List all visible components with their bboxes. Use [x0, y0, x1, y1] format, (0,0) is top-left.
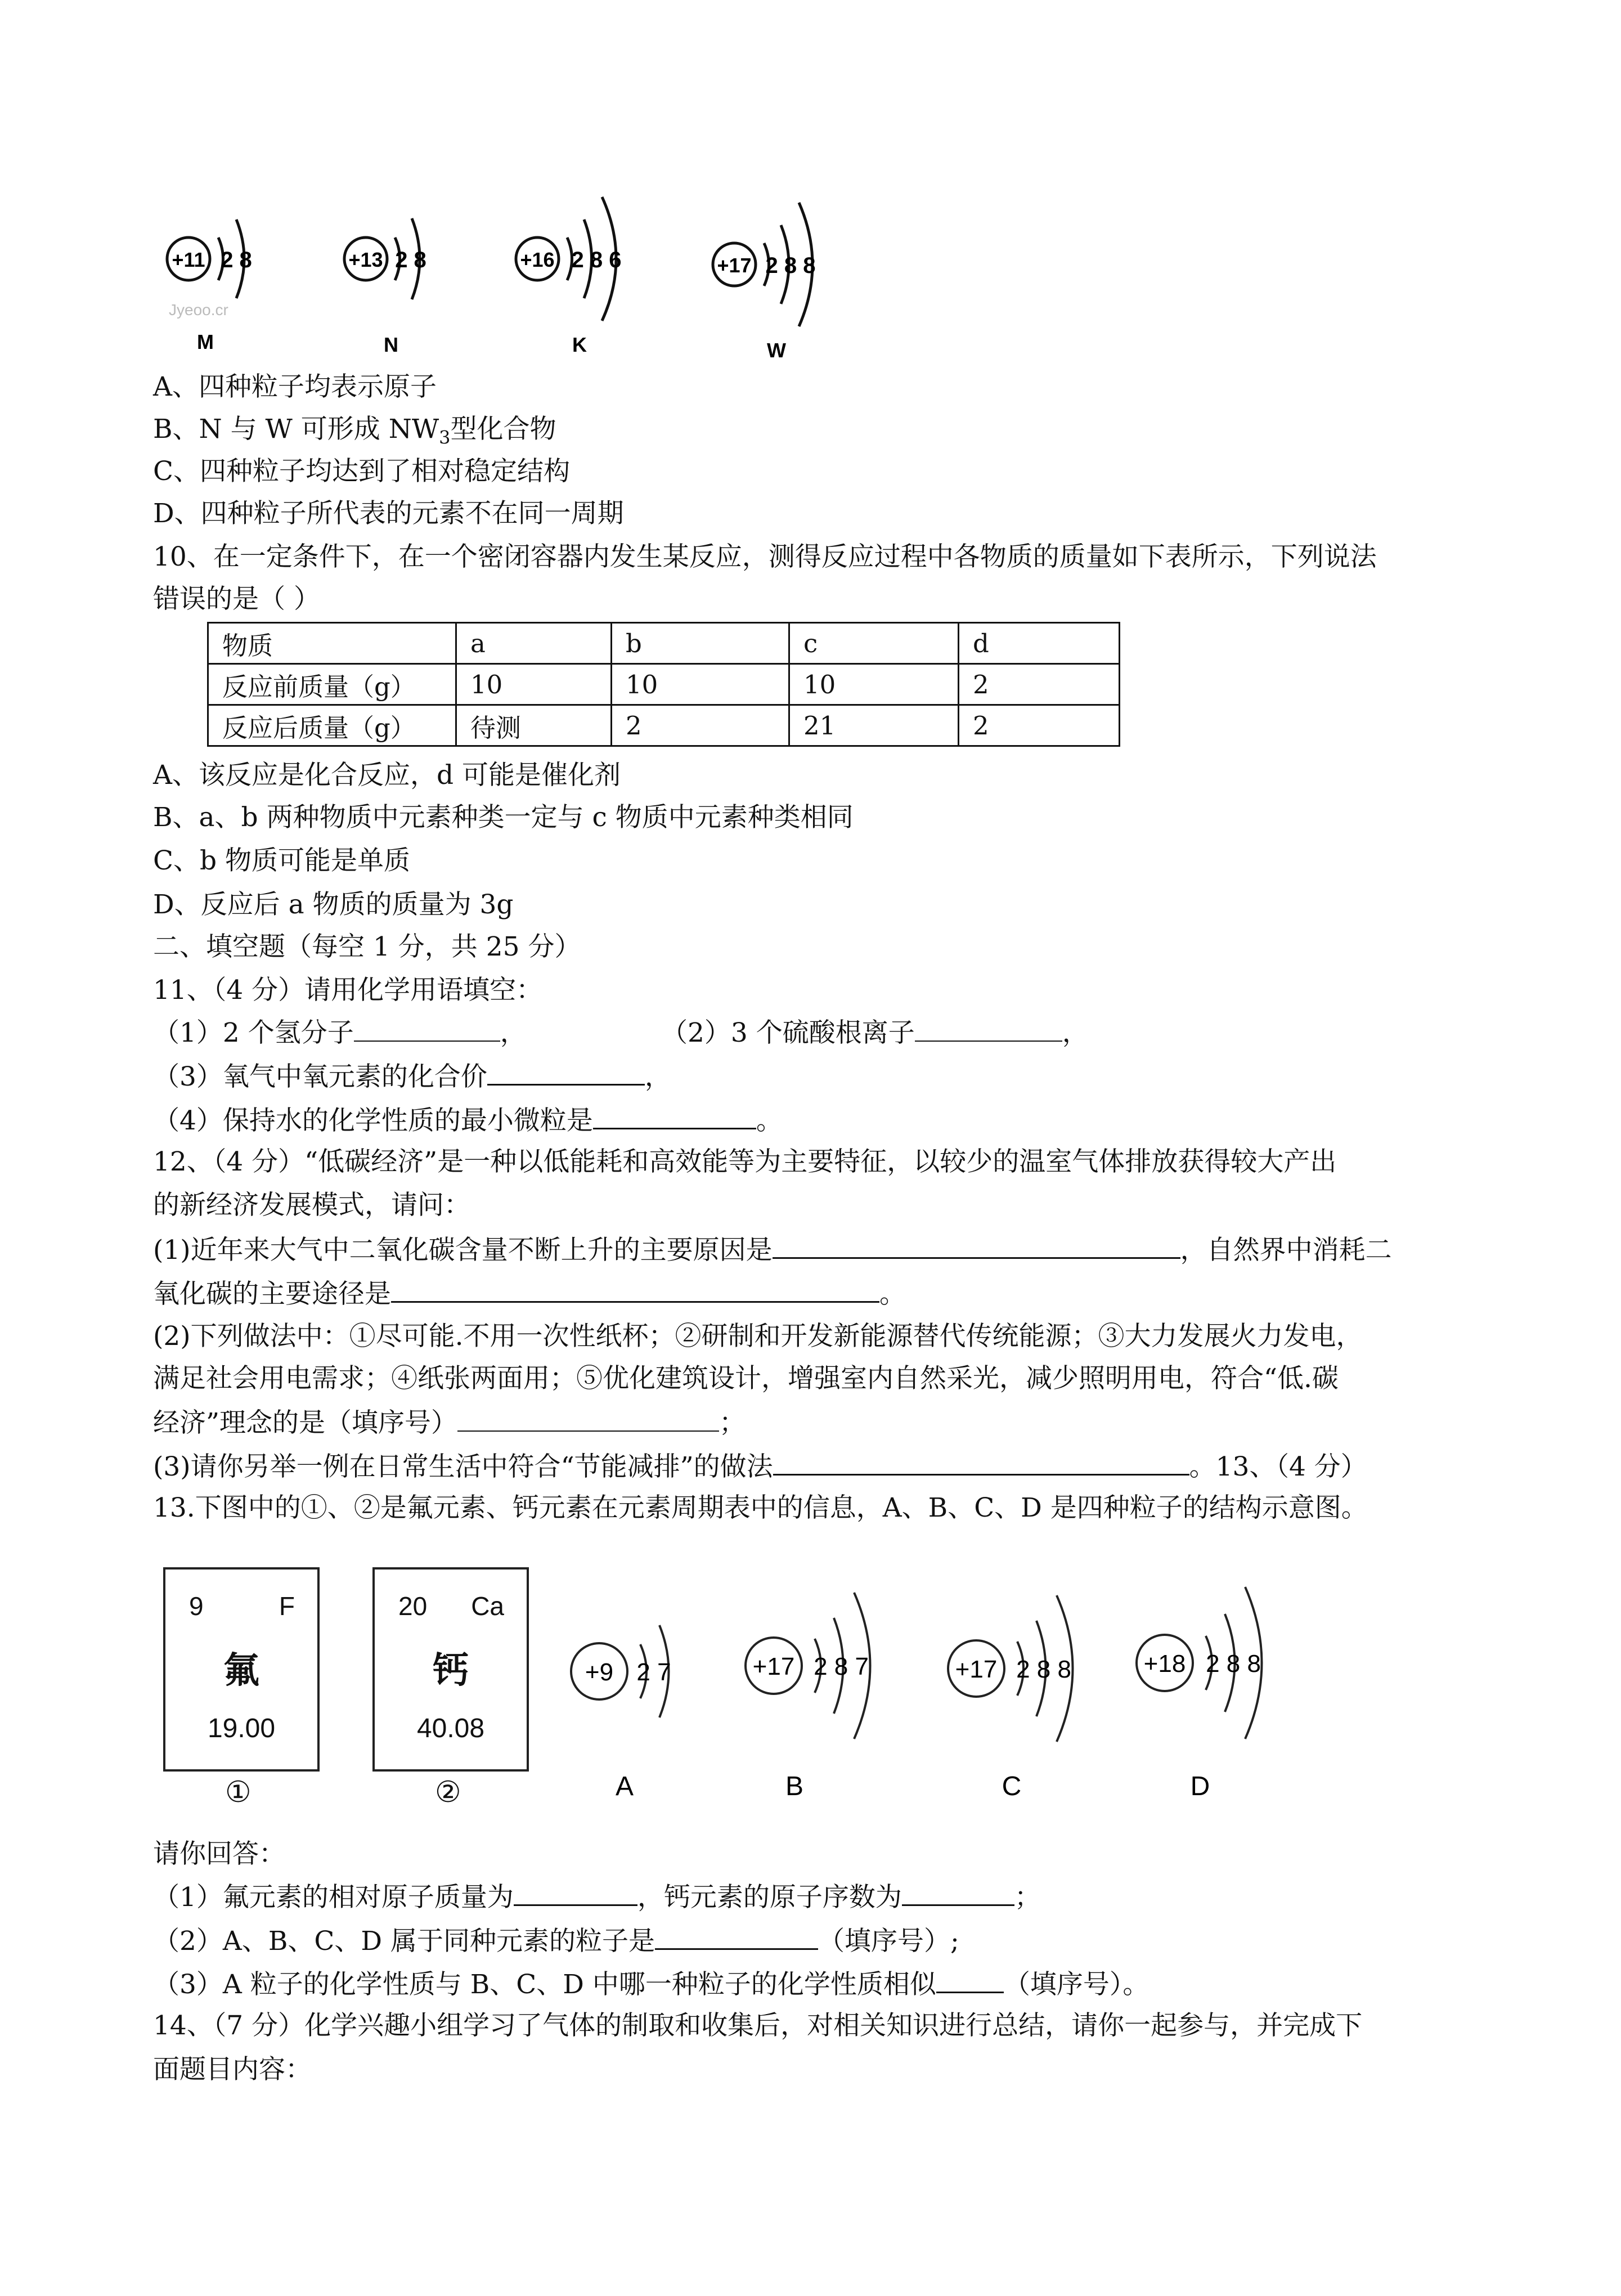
q12-line3-text: (1)近年来大气中二氧化碳含量不断上升的主要原因是: [153, 1235, 773, 1266]
table-cell: 2: [612, 705, 789, 746]
q11-part1-text: （1）2 个氢分子: [153, 1017, 354, 1048]
answer-blank[interactable]: [593, 1103, 756, 1129]
q12-line8-tail: 。13、（4 分）: [1189, 1451, 1367, 1482]
q10-stem-line2: 错误的是（ ）: [153, 584, 320, 615]
atom-w-nucleus: +17: [717, 254, 752, 277]
atomic-mass: 40.08: [416, 1714, 485, 1743]
q12-line3: [153, 1232, 1392, 1267]
table-cell: 10: [612, 664, 789, 705]
atom-b-label: B: [785, 1772, 804, 1801]
atom-c-nucleus: +17: [955, 1656, 998, 1683]
q11-part4-text: （4）保持水的化学性质的最小微粒是: [153, 1105, 593, 1136]
q13-part3: [153, 1967, 1149, 2002]
answer-blank[interactable]: [487, 1059, 645, 1086]
table-cell: 反应后质量（g）: [208, 705, 456, 746]
q11-stem: 11、（4 分）请用化学用语填空：: [153, 975, 543, 1006]
periodic-card-fluorine: [163, 1567, 320, 1772]
q9-option-d: D、四种粒子所代表的元素不在同一周期: [153, 498, 624, 529]
q12-line4: [153, 1276, 906, 1311]
q9-option-b-tail: 型化合物: [450, 414, 556, 445]
q12-line2: 的新经济发展模式，请问：: [153, 1190, 470, 1221]
element-name: 钙: [433, 1650, 469, 1692]
q13-part1-tail: ；: [1014, 1882, 1041, 1913]
punctuation: ，: [644, 1061, 671, 1092]
table-cell: c: [789, 623, 959, 664]
atom-n-nucleus: +13: [348, 248, 383, 271]
answer-blank[interactable]: [773, 1232, 1180, 1259]
atom-diagram-m: [167, 219, 252, 353]
q12-line8: [153, 1449, 1367, 1484]
punctuation: 。: [756, 1105, 783, 1136]
atom-diagram-n: [344, 218, 426, 356]
q13-part2: [153, 1923, 959, 1958]
atom-w-shells: 2 8 8: [765, 253, 816, 278]
q10-option-d: D、反应后 a 物质的质量为 3g: [153, 889, 514, 920]
atom-diagram-k: [516, 197, 621, 356]
answer-blank[interactable]: [391, 1276, 879, 1303]
table-cell: a: [456, 623, 612, 664]
atom-k-label: K: [572, 333, 587, 356]
table-row: [208, 623, 1120, 664]
q12-line4-tail: 。: [879, 1279, 906, 1310]
q13-part1: [153, 1880, 1041, 1914]
atom-n-shells: 2 8: [395, 248, 426, 272]
answer-blank[interactable]: [457, 1406, 719, 1432]
punctuation: ，: [500, 1017, 527, 1048]
answer-blank[interactable]: [902, 1880, 1014, 1906]
atomic-number: 9: [189, 1591, 204, 1621]
atom-w-label: W: [767, 339, 786, 362]
q12-line5: (2)下列做法中：①尽可能.不用一次性纸杯；②研制和开发新能源替代传统能源；③大力发展火力发电，: [153, 1321, 1363, 1352]
table-row: [208, 705, 1120, 746]
watermark-text: Jyeoo.cr: [169, 301, 228, 319]
answer-blank[interactable]: [655, 1923, 818, 1950]
table-cell: d: [959, 623, 1120, 664]
atom-a-shells: 2 7: [636, 1658, 671, 1686]
atom-n-label: N: [384, 333, 398, 356]
q14-line2: 面题目内容：: [153, 2054, 312, 2085]
table-cell: 10: [456, 664, 612, 705]
q10-option-c: C、b 物质可能是单质: [153, 845, 410, 876]
table-cell: 物质: [208, 623, 456, 664]
element-name: 氟: [223, 1650, 259, 1692]
atom-b-shells: 2 8 7: [814, 1653, 869, 1680]
q10-option-a: A、该反应是化合反应，d 可能是催化剂: [153, 760, 621, 791]
table-cell: 2: [959, 664, 1120, 705]
q9-option-a: A、四种粒子均表示原子: [153, 371, 437, 402]
q11-part3-text: （3）氧气中氧元素的化合价: [153, 1061, 487, 1092]
atom-diagram-w: [713, 203, 815, 362]
q12-line8-text: (3)请你另举一例在日常生活中符合“节能减排”的做法: [153, 1451, 773, 1482]
q11-part3: [153, 1059, 671, 1094]
atom-d-label: D: [1190, 1772, 1210, 1801]
q13-part3-tail: （填序号）。: [1003, 1969, 1149, 2000]
atom-d-shells: 2 8 8: [1206, 1650, 1261, 1678]
q13-answer-intro: 请你回答：: [153, 1838, 285, 1869]
atom-m-shells: 2 8: [221, 248, 252, 272]
atom-b-nucleus: +17: [752, 1653, 795, 1680]
section-heading: 二、填空题（每空 1 分，共 25 分）: [153, 931, 581, 962]
answer-blank[interactable]: [354, 1016, 500, 1042]
q9-atom-diagrams: [152, 186, 855, 366]
atom-c-shells: 2 8 8: [1016, 1656, 1071, 1683]
q12-line6: 满足社会用电需求；④纸张两面用；⑤优化建筑设计，增强室内自然采光，减少照明用电，符合“低.碳: [153, 1363, 1339, 1394]
q9-option-b: [153, 412, 556, 454]
table-row: [208, 664, 1120, 705]
q13-part2-tail: （填序号）;: [818, 1926, 959, 1957]
q13-part1-mid: ，钙元素的原子序数为: [637, 1882, 902, 1913]
q9-option-c: C、四种粒子均达到了相对稳定结构: [153, 456, 570, 487]
q13-atom-diagrams: [563, 1564, 1322, 1818]
q12-line4-text: 氧化碳的主要途径是: [153, 1279, 391, 1310]
q9-subscript: 3: [439, 427, 451, 449]
atom-m-label: M: [197, 330, 214, 353]
q11-part1: [153, 1016, 527, 1050]
atom-c-label: C: [1002, 1772, 1022, 1801]
element-symbol: Ca: [471, 1591, 504, 1621]
card-caption-2: ②: [435, 1776, 461, 1809]
q13-part2-text: （2）A、B、C、D 属于同种元素的粒子是: [153, 1926, 655, 1957]
atom-m-nucleus: +11: [172, 248, 205, 271]
atomic-mass: 19.00: [207, 1714, 276, 1743]
q12-line7: [153, 1406, 746, 1440]
q11-part2-text: （2）3 个硫酸根离子: [661, 1017, 915, 1048]
punctuation: ，: [1062, 1017, 1089, 1048]
table-cell: 待测: [456, 705, 612, 746]
q11-part4: [153, 1103, 783, 1138]
periodic-card-calcium: [372, 1567, 529, 1772]
atom-k-shells: 2 8 6: [571, 248, 622, 272]
table-cell: b: [612, 623, 789, 664]
answer-blank[interactable]: [936, 1967, 1004, 1993]
table-cell: 2: [959, 705, 1120, 746]
q11-part2: [661, 1016, 1089, 1050]
atom-k-nucleus: +16: [520, 248, 555, 271]
q12-line7-text: 经济”理念的是（填序号）: [153, 1407, 458, 1438]
q14-line1: 14、（7 分）化学兴趣小组学习了气体的制取和收集后，对相关知识进行总结，请你一起参与，并完成下: [153, 2010, 1363, 2041]
mass-table: [207, 622, 1120, 747]
q13-part3-text: （3）A 粒子的化学性质与 B、C、D 中哪一种粒子的化学性质相似: [153, 1969, 936, 2000]
q12-line1: 12、（4 分）“低碳经济”是一种以低能耗和高效能等为主要特征，以较少的温室气体排放获得较大产出: [153, 1146, 1337, 1177]
atom-diagram-d: [1137, 1587, 1262, 1801]
table-cell: 21: [789, 705, 959, 746]
atom-a-label: A: [615, 1772, 634, 1801]
q13-part1-text: （1）氟元素的相对原子质量为: [153, 1882, 514, 1913]
element-symbol: F: [279, 1591, 295, 1621]
atom-diagram-c: [948, 1595, 1073, 1801]
card-caption-1: ①: [225, 1776, 252, 1809]
q13-stem: 13.下图中的①、②是氟元素、钙元素在元素周期表中的信息，A、B、C、D 是四种粒子的结构示意图。: [153, 1492, 1368, 1523]
atom-diagram-b: [746, 1593, 870, 1801]
atom-a-nucleus: +9: [585, 1658, 614, 1686]
table-cell: 10: [789, 664, 959, 705]
atomic-number: 20: [398, 1591, 428, 1621]
q9-option-b-text: B、N 与 W 可形成 NW: [153, 414, 439, 445]
q12-line7-tail: ；: [719, 1407, 746, 1438]
atom-d-nucleus: +18: [1143, 1650, 1186, 1678]
q10-option-b: B、a、b 两种物质中元素种类一定与 c 物质中元素种类相同: [153, 802, 854, 833]
answer-blank[interactable]: [915, 1016, 1062, 1042]
table-cell: 反应前质量（g）: [208, 664, 456, 705]
q10-stem-line1: 10、在一定条件下，在一个密闭容器内发生某反应，测得反应过程中各物质的质量如下表所示，下列说法: [153, 541, 1377, 572]
answer-blank[interactable]: [773, 1449, 1189, 1476]
q12-line3-tail: ，自然界中消耗二: [1180, 1235, 1392, 1266]
answer-blank[interactable]: [514, 1880, 637, 1906]
atom-diagram-a: [571, 1625, 671, 1801]
